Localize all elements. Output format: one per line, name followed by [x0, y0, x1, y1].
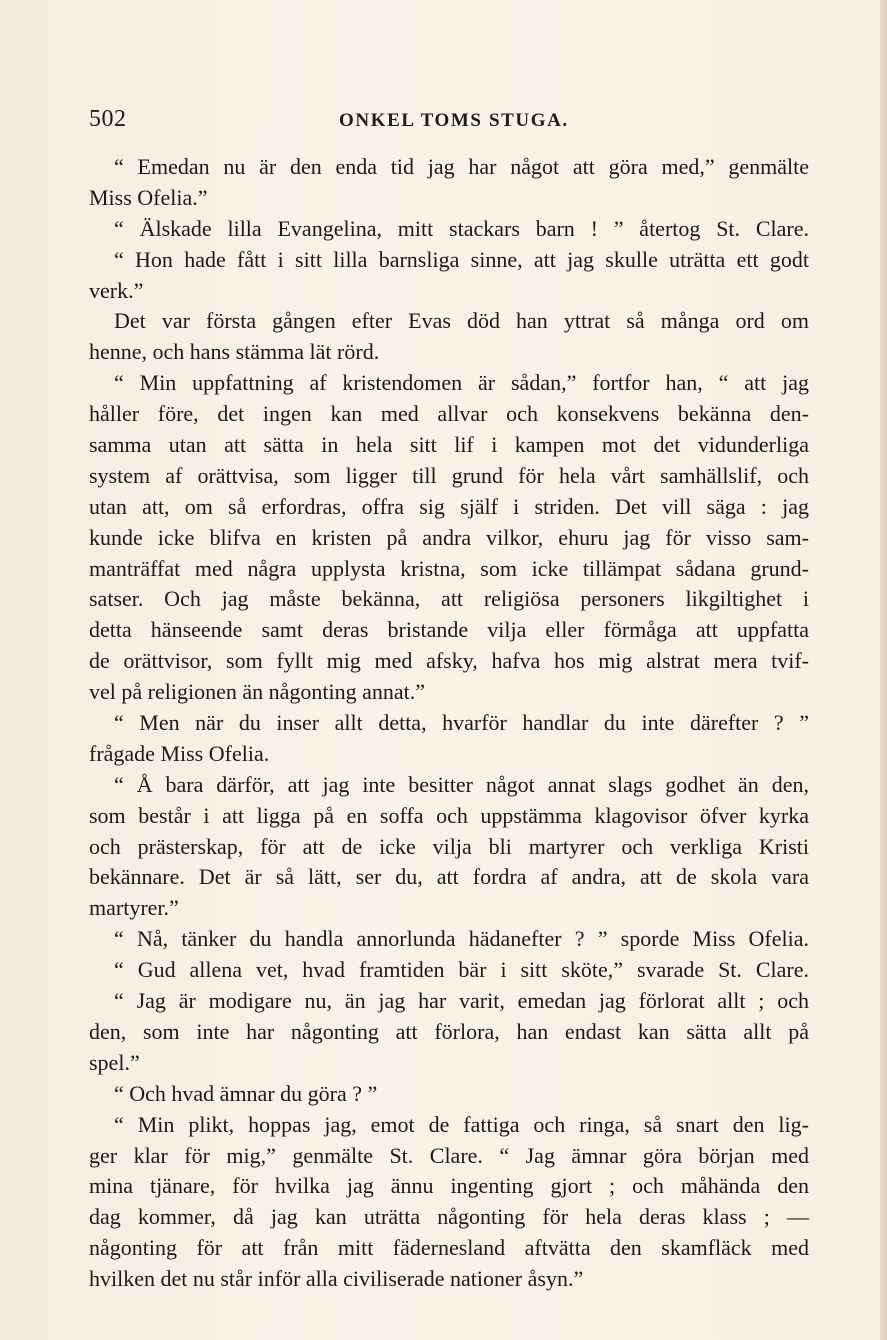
- page-header: [89, 106, 809, 136]
- text-line: bekännare. Det är så lätt, ser du, att fordra af andra, att de skola vara: [89, 864, 809, 890]
- text-line: verk.”: [89, 277, 144, 303]
- text-line: “ Jag är modigare nu, än jag har varit, emedan jag förlorat allt ; och: [114, 988, 809, 1014]
- text-line: satser. Och jag måste bekänna, att religiösa personers likgiltighet i: [89, 586, 809, 612]
- text-line: “ Å bara därför, att jag inte besitter något annat slags godhet än den,: [114, 771, 809, 797]
- text-line: “ Min uppfattning af kristendomen är sådan,” fortfor han, “ att jag: [114, 370, 809, 396]
- text-line: system af orättvisa, som ligger till grund för hela vårt samhällslif, och: [89, 462, 809, 488]
- running-title: ONKEL TOMS STUGA.: [339, 110, 569, 131]
- text-line: “ Och hvad ämnar du göra ? ”: [114, 1080, 378, 1106]
- text-line: den, som inte har någonting att förlora, han endast kan sätta allt på: [89, 1018, 809, 1044]
- text-line: “ Älskade lilla Evangelina, mitt stackars barn ! ” återtog St. Clare.: [114, 215, 809, 241]
- text-line: dag kommer, då jag kan uträtta någonting för hela deras klass ; —: [89, 1204, 809, 1230]
- text-line: “ Nå, tänker du handla annorlunda hädanefter ? ” sporde Miss Ofelia.: [114, 926, 809, 952]
- text-line: utan att, om så erfordras, offra sig själf i striden. Det vill säga : jag: [89, 493, 809, 519]
- text-line: kunde icke blifva en kristen på andra vilkor, ehuru jag för visso sam-: [89, 524, 809, 550]
- text-line: de orättvisor, som fyllt mig med afsky, hafva hos mig alstrat mera tvif-: [89, 648, 809, 674]
- page-number: 502: [89, 106, 127, 132]
- text-line: “ Hon hade fått i sitt lilla barnsliga sinne, att jag skulle uträtta ett godt: [114, 246, 809, 272]
- text-line: håller före, det ingen kan med allvar och konsekvens bekänna den-: [89, 401, 809, 427]
- text-line: Det var första gången efter Evas död han yttrat så många ord om: [114, 308, 809, 334]
- text-line: frågade Miss Ofelia.: [89, 740, 270, 766]
- text-line: vel på religionen än någonting annat.”: [89, 679, 425, 705]
- text-line: detta hänseende samt deras bristande vilja eller förmåga att uppfatta: [89, 617, 809, 643]
- text-line: hvilken det nu står inför alla civiliserade nationer åsyn.”: [89, 1266, 584, 1292]
- text-line: mina tjänare, för hvilka jag ännu ingenting gjort ; och måhända den: [89, 1173, 809, 1199]
- text-line: och prästerskap, för att de icke vilja bli martyrer och verkliga Kristi: [89, 833, 809, 859]
- text-line: henne, och hans stämma lät rörd.: [89, 339, 380, 365]
- text-line: “ Min plikt, hoppas jag, emot de fattiga och ringa, så snart den lig-: [114, 1111, 809, 1137]
- page-edge: [880, 0, 887, 1340]
- text-line: samma utan att sätta in hela sitt lif i kampen mot det vidunderliga: [89, 432, 809, 458]
- text-line: ger klar för mig,” genmälte St. Clare. “ Jag ämnar göra början med: [89, 1142, 809, 1168]
- text-line: manträffat med några upplysta kristna, som icke tillämpat sådana grund-: [89, 555, 809, 581]
- text-line: martyrer.”: [89, 895, 179, 921]
- body-text: [89, 152, 809, 1295]
- text-line: “ Men när du inser allt detta, hvarför handlar du inte därefter ? ”: [114, 710, 809, 736]
- text-line: “ Emedan nu är den enda tid jag har något att göra med,” genmälte: [114, 154, 809, 179]
- text-line: som består i att ligga på en soffa och uppstämma klagovisor öfver kyrka: [89, 802, 809, 828]
- text-line: spel.”: [89, 1049, 140, 1075]
- text-line: “ Gud allena vet, hvad framtiden bär i sitt sköte,” svarade St. Clare.: [114, 957, 809, 983]
- text-line: Miss Ofelia.”: [89, 184, 208, 210]
- text-line: någonting för att från mitt fädernesland aftvätta den skamfläck med: [89, 1235, 809, 1261]
